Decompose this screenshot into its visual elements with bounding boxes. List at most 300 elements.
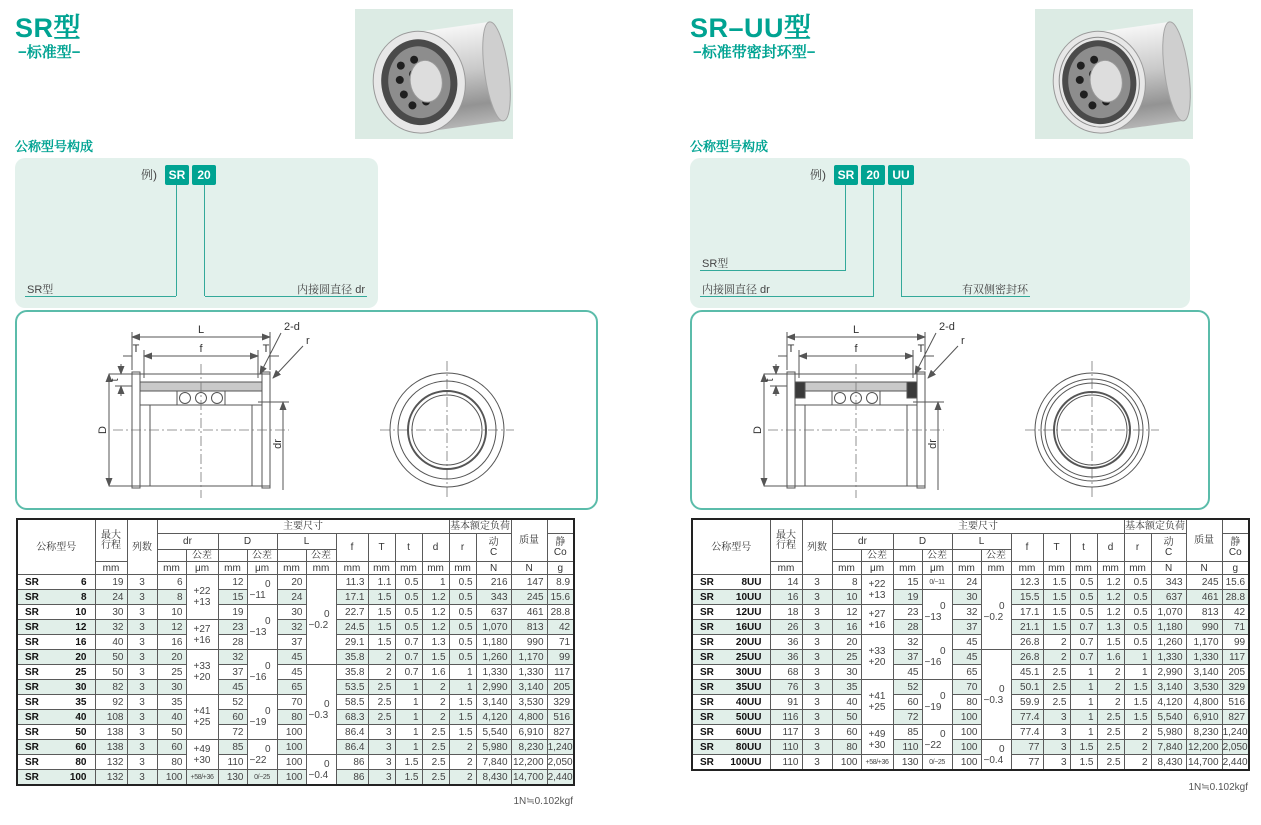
cell: 637	[476, 605, 511, 620]
unit-mm: mm	[395, 562, 422, 575]
cell: 1.5	[368, 635, 395, 650]
unit-mm: mm	[306, 562, 336, 575]
table-row	[692, 695, 1249, 710]
cell: 2	[422, 710, 449, 725]
cell: 71	[547, 635, 574, 650]
cell: 2,440	[547, 770, 574, 786]
unit-mm: mm	[449, 562, 476, 575]
cell: 2,990	[1151, 665, 1186, 680]
cell: 2.5	[1043, 665, 1070, 680]
cell: 1.5	[1070, 740, 1097, 755]
cell: 110	[218, 755, 247, 770]
unit-um: μm	[186, 562, 218, 575]
callout-label-type: SR型	[702, 258, 729, 270]
cell: 19	[95, 575, 127, 590]
cell: 40	[95, 635, 127, 650]
cell: 1.2	[422, 590, 449, 605]
cell: 4,120	[476, 710, 511, 725]
table-row	[692, 665, 1249, 680]
cell: 32	[277, 620, 306, 635]
cell: 1	[1124, 650, 1151, 665]
cell: 130	[218, 770, 247, 786]
cell: 77	[1011, 755, 1043, 771]
cell: 1	[422, 575, 449, 590]
table-row	[17, 695, 574, 710]
cell: 0.5	[1124, 575, 1151, 590]
cell: 2.5	[1097, 725, 1124, 740]
cell: 5,540	[476, 725, 511, 740]
cell: 2	[449, 755, 476, 770]
cell: 85	[893, 725, 922, 740]
table-row	[692, 605, 1249, 620]
unit-N: N	[1186, 562, 1222, 575]
cell: 3	[127, 770, 157, 786]
page-subtitle: −标准型−	[18, 44, 81, 61]
cell: 3	[802, 680, 832, 695]
cell: 2	[368, 665, 395, 680]
col-header-model: 公称型号	[17, 519, 95, 575]
tolerance-cell: +41 +25	[861, 680, 893, 725]
cell: 0.7	[1070, 650, 1097, 665]
model-cell: SR 12UU	[692, 605, 770, 620]
cell: 2,050	[1222, 741, 1248, 753]
cell: 50	[95, 650, 127, 665]
col-header-dynamic: 动 C	[1151, 534, 1186, 562]
cell: 3	[802, 650, 832, 665]
tolerance-cell: 0 −22	[247, 740, 277, 770]
cell: 1	[449, 665, 476, 680]
cell: 5,980	[476, 740, 511, 755]
cell: 86.4	[336, 740, 368, 755]
cell: 1	[1070, 725, 1097, 740]
cell: 1	[395, 695, 422, 710]
unit-um: μm	[247, 562, 277, 575]
cell: 1	[1070, 695, 1097, 710]
table-row	[17, 620, 574, 635]
cell: 0.5	[1124, 605, 1151, 620]
col-header-dr: dr	[832, 534, 893, 550]
model-badge-size: 20	[192, 165, 216, 185]
cell: 72	[218, 725, 247, 740]
model-composition-box	[690, 158, 1190, 308]
cell: 45	[218, 680, 247, 695]
cell: 2.5	[1097, 755, 1124, 771]
cell: 2,050	[547, 756, 573, 768]
cell: 72	[893, 710, 922, 725]
cell: 0.5	[395, 605, 422, 620]
cell: 25	[157, 665, 186, 680]
dimension-label-f: f	[854, 343, 858, 355]
cell: 117	[770, 725, 802, 740]
col-header-load: 基本额定负荷	[1125, 521, 1186, 532]
cell: 3,530	[511, 695, 547, 710]
col-header-t: t	[395, 534, 422, 562]
cell: 1,180	[476, 635, 511, 650]
cell: 22.7	[336, 605, 368, 620]
col-header-dr: dr	[157, 534, 218, 550]
tolerance-cell: 0 −0.2	[306, 575, 336, 665]
cell: 59.9	[1011, 695, 1043, 710]
cell: 3	[127, 590, 157, 605]
cell: 0.7	[395, 635, 422, 650]
cell: 1.6	[422, 665, 449, 680]
cell: 3,140	[1151, 680, 1186, 695]
tolerance-cell: 0 −0.4	[981, 740, 1011, 771]
cell: 52	[218, 695, 247, 710]
model-badge-size: 20	[861, 165, 885, 185]
cell: 1.2	[1097, 590, 1124, 605]
cell: 0.5	[395, 575, 422, 590]
cell: 3	[368, 755, 395, 770]
tolerance-cell: 0/−11	[922, 575, 952, 590]
unit-mm: mm	[218, 562, 247, 575]
cell: 68	[770, 665, 802, 680]
cell: 1.1	[368, 575, 395, 590]
col-header-blank	[218, 550, 247, 562]
tolerance-cell: 0 −16	[247, 650, 277, 695]
dimension-label-t: t	[109, 378, 121, 382]
cell: 19	[218, 605, 247, 620]
unit-mm: mm	[952, 562, 981, 575]
dimension-label-r: r	[961, 335, 965, 347]
cell: 2	[449, 740, 476, 755]
cell: 3	[127, 740, 157, 755]
cell: 132	[95, 755, 127, 770]
cell: 26	[770, 620, 802, 635]
cell: 1	[395, 740, 422, 755]
cell: 8	[157, 590, 186, 605]
cell: 5,540	[1151, 710, 1186, 725]
col-header-L: L	[952, 534, 1011, 550]
unit-mm: mm	[1043, 562, 1070, 575]
cell: 3,140	[1186, 665, 1222, 680]
cell: 1.3	[422, 635, 449, 650]
cell: 1,330	[511, 665, 547, 680]
cell: 1,330	[476, 665, 511, 680]
model-cell: SR 8	[17, 590, 95, 605]
cell: 92	[95, 695, 127, 710]
cell: 35.8	[336, 665, 368, 680]
dimension-label-dr: dr	[927, 439, 939, 449]
cell: 1,260	[1151, 635, 1186, 650]
col-header-dynamic: 动 C	[476, 534, 511, 562]
cell: 1.5	[1097, 635, 1124, 650]
cell: 4,800	[1186, 695, 1222, 710]
cell: 32	[95, 620, 127, 635]
cell: 990	[1186, 620, 1222, 635]
cell: 24	[95, 590, 127, 605]
table-row	[17, 725, 574, 740]
cell: 42	[547, 620, 574, 635]
cell: 1,170	[1186, 635, 1222, 650]
cell: 1	[449, 680, 476, 695]
cell: 3	[127, 605, 157, 620]
cell: 343	[476, 590, 511, 605]
dimension-label-T: T	[917, 343, 925, 355]
cell: 132	[95, 770, 127, 786]
table-row	[17, 755, 574, 770]
cell: 60	[832, 725, 861, 740]
cell: 329	[547, 695, 574, 710]
cell: 50	[832, 710, 861, 725]
cell: 8,430	[1151, 755, 1186, 771]
cell: 0.7	[395, 650, 422, 665]
col-header-f: f	[1011, 534, 1043, 562]
cell: 2	[422, 680, 449, 695]
cell: 2,990	[476, 680, 511, 695]
col-header-model: 公称型号	[692, 519, 770, 575]
cell: 12	[218, 575, 247, 590]
unit-mm: mm	[422, 562, 449, 575]
cell: 21.1	[1011, 620, 1043, 635]
cell: 30	[277, 605, 306, 620]
model-cell: SR 30UU	[692, 665, 770, 680]
cell: 2	[1124, 755, 1151, 771]
cell: 12,200	[1186, 740, 1222, 755]
cell: 8	[832, 575, 861, 590]
cell: 2.5	[368, 680, 395, 695]
tolerance-cell: +58/+36	[861, 755, 893, 771]
cell: 30	[952, 590, 981, 605]
cell: 50	[157, 725, 186, 740]
cell: 17.1	[336, 590, 368, 605]
model-cell: SR 40	[17, 710, 95, 725]
cell: 0.5	[449, 590, 476, 605]
dimension-label-r: r	[306, 335, 310, 347]
cell: 28.8	[1222, 590, 1249, 605]
cell: 2,440	[1222, 755, 1249, 771]
unit-mm: mm	[770, 562, 802, 575]
cell: 3	[127, 680, 157, 695]
cell: 216	[476, 575, 511, 590]
cell: 1,240	[547, 741, 573, 753]
tolerance-cell: +22 +13	[186, 575, 218, 620]
cell: 1.5	[422, 650, 449, 665]
unit-mm: mm	[95, 562, 127, 575]
cell: 77.4	[1011, 710, 1043, 725]
cell: 12	[832, 605, 861, 620]
cell: 4,800	[511, 710, 547, 725]
cell: 2	[1124, 740, 1151, 755]
dimension-label-t: t	[764, 378, 776, 382]
section-label: 公称型号构成	[15, 139, 94, 154]
cell: 827	[547, 725, 574, 740]
cell: 26.8	[1011, 635, 1043, 650]
unit-mm: mm	[277, 562, 306, 575]
cell: 813	[1186, 605, 1222, 620]
cell: 50	[95, 665, 127, 680]
cell: 110	[893, 740, 922, 755]
tolerance-cell: 0 −0.2	[981, 575, 1011, 650]
col-header-r: r	[1124, 534, 1151, 562]
col-header-d: d	[422, 534, 449, 562]
cell: 1	[1070, 710, 1097, 725]
cell: 80	[952, 695, 981, 710]
dimension-label-T: T	[787, 343, 795, 355]
callout-line	[176, 185, 177, 296]
col-header-t: t	[1070, 534, 1097, 562]
cell: 53.5	[336, 680, 368, 695]
cell: 3	[368, 725, 395, 740]
cell: 1,240	[1222, 726, 1248, 738]
model-cell: SR 40UU	[692, 695, 770, 710]
cell: 3	[802, 605, 832, 620]
cell: 1	[1070, 680, 1097, 695]
callout-label-dr: 内接圆直径 dr	[297, 284, 365, 296]
cell: 116	[770, 710, 802, 725]
cell: 3	[802, 635, 832, 650]
model-badge-prefix: SR	[165, 165, 189, 185]
col-header-static: 静 Co	[547, 534, 574, 562]
col-header-blank	[832, 550, 861, 562]
col-header-tolerance: 公差	[981, 550, 1011, 562]
cell: 45.1	[1011, 665, 1043, 680]
model-cell: SR 10	[17, 605, 95, 620]
cell: 1.5	[368, 590, 395, 605]
unit-mm: mm	[981, 562, 1011, 575]
cell: 3	[802, 620, 832, 635]
cell: 16	[157, 635, 186, 650]
cell: 100	[952, 725, 981, 740]
tolerance-cell: 0/−25	[922, 755, 952, 771]
col-header-tolerance: 公差	[306, 550, 336, 562]
model-cell: SR 25	[17, 665, 95, 680]
col-header-blank	[893, 550, 922, 562]
dimension-label-T: T	[262, 343, 270, 355]
tolerance-cell: 0 −19	[247, 695, 277, 740]
col-header-main-dims: 主要尺寸	[832, 519, 1124, 534]
page-title: SR–UU型	[690, 13, 812, 43]
tolerance-cell: +41 +25	[186, 695, 218, 740]
cell: 24	[952, 575, 981, 590]
cell: 1,260	[476, 650, 511, 665]
cell: 2.5	[368, 695, 395, 710]
tolerance-cell: 0 −11	[247, 575, 277, 605]
cell: 65	[952, 665, 981, 680]
cell: 3	[1043, 725, 1070, 740]
tolerance-cell: +33 +20	[186, 650, 218, 695]
unit-mm: mm	[1070, 562, 1097, 575]
cell: 80	[277, 710, 306, 725]
table-row	[17, 740, 574, 755]
model-cell: SR 16UU	[692, 620, 770, 635]
cell: 516	[547, 710, 574, 725]
tolerance-cell: +33 +20	[861, 635, 893, 680]
tolerance-cell: +27 +16	[186, 620, 218, 650]
cell: 1.5	[1043, 605, 1070, 620]
dimension-label-f: f	[199, 343, 203, 355]
cell: 1.5	[449, 710, 476, 725]
table-row	[692, 650, 1249, 665]
tolerance-cell: +27 +16	[861, 605, 893, 635]
model-cell: SR 80	[17, 755, 95, 770]
cell: 2.5	[422, 770, 449, 786]
cell: 1,170	[511, 650, 547, 665]
model-badge-seal: UU	[888, 165, 914, 185]
cell: 37	[893, 650, 922, 665]
cell: 1.5	[1043, 575, 1070, 590]
cell: 1.5	[449, 695, 476, 710]
col-header-T: T	[368, 534, 395, 562]
callout-label-dr: 内接圆直径 dr	[702, 284, 770, 296]
cell: 2.5	[1043, 695, 1070, 710]
cell: 2	[1043, 650, 1070, 665]
page-title: SR型	[15, 13, 82, 43]
cell: 6	[157, 575, 186, 590]
cell: 24	[277, 590, 306, 605]
cell: 3	[127, 755, 157, 770]
unit-um: μm	[861, 562, 893, 575]
unit-conversion-note: 1N≒0.102kgf	[1188, 782, 1248, 793]
cell: 2	[449, 770, 476, 786]
cell: 19	[893, 590, 922, 605]
cell: 14,700	[511, 770, 547, 786]
cell: 2.5	[422, 740, 449, 755]
tolerance-cell: 0 −0.3	[306, 665, 336, 755]
cell: 1.6	[1097, 650, 1124, 665]
cell: 130	[893, 755, 922, 771]
cell: 1.3	[1097, 620, 1124, 635]
cell: 3,530	[1186, 680, 1222, 695]
cell: 1.5	[1043, 590, 1070, 605]
cell: 50.1	[1011, 680, 1043, 695]
cell: 37	[218, 665, 247, 680]
cell: 1.2	[422, 605, 449, 620]
model-composition-box	[15, 158, 378, 308]
table-row	[692, 590, 1249, 605]
cell: 40	[157, 710, 186, 725]
cell: 99	[1222, 635, 1249, 650]
cell: 7,840	[476, 755, 511, 770]
table-row	[692, 740, 1249, 755]
cell: 35	[832, 680, 861, 695]
cell: 24.5	[336, 620, 368, 635]
cell: 138	[95, 740, 127, 755]
spec-table	[691, 518, 1250, 771]
cell: 1,070	[476, 620, 511, 635]
cell: 117	[1222, 650, 1249, 665]
model-cell: SR 25UU	[692, 650, 770, 665]
col-header-T: T	[1043, 534, 1070, 562]
col-header-D: D	[218, 534, 277, 550]
cell: 100	[277, 770, 306, 786]
cell: 3	[127, 725, 157, 740]
col-header-L: L	[277, 534, 336, 550]
col-header-D: D	[893, 534, 952, 550]
cell: 2	[1043, 635, 1070, 650]
model-cell: SR 100UU	[692, 755, 770, 771]
cell: 2	[1097, 680, 1124, 695]
cell: 12.3	[1011, 575, 1043, 590]
cell: 86	[336, 770, 368, 786]
cell: 3	[127, 710, 157, 725]
cell: 26.8	[1011, 650, 1043, 665]
unit-g: g	[547, 562, 574, 575]
cell: 3	[127, 635, 157, 650]
cell: 3	[802, 710, 832, 725]
cell: 3	[802, 725, 832, 740]
cell: 1,180	[1151, 620, 1186, 635]
cell: 40	[832, 695, 861, 710]
cell: 58.5	[336, 695, 368, 710]
cell: 3	[802, 740, 832, 755]
cell: 1	[395, 680, 422, 695]
cell: 100	[832, 755, 861, 771]
product-photo	[1035, 9, 1193, 139]
cell: 28.8	[547, 605, 574, 620]
unit-N: N	[511, 562, 547, 575]
cell: 15	[218, 590, 247, 605]
